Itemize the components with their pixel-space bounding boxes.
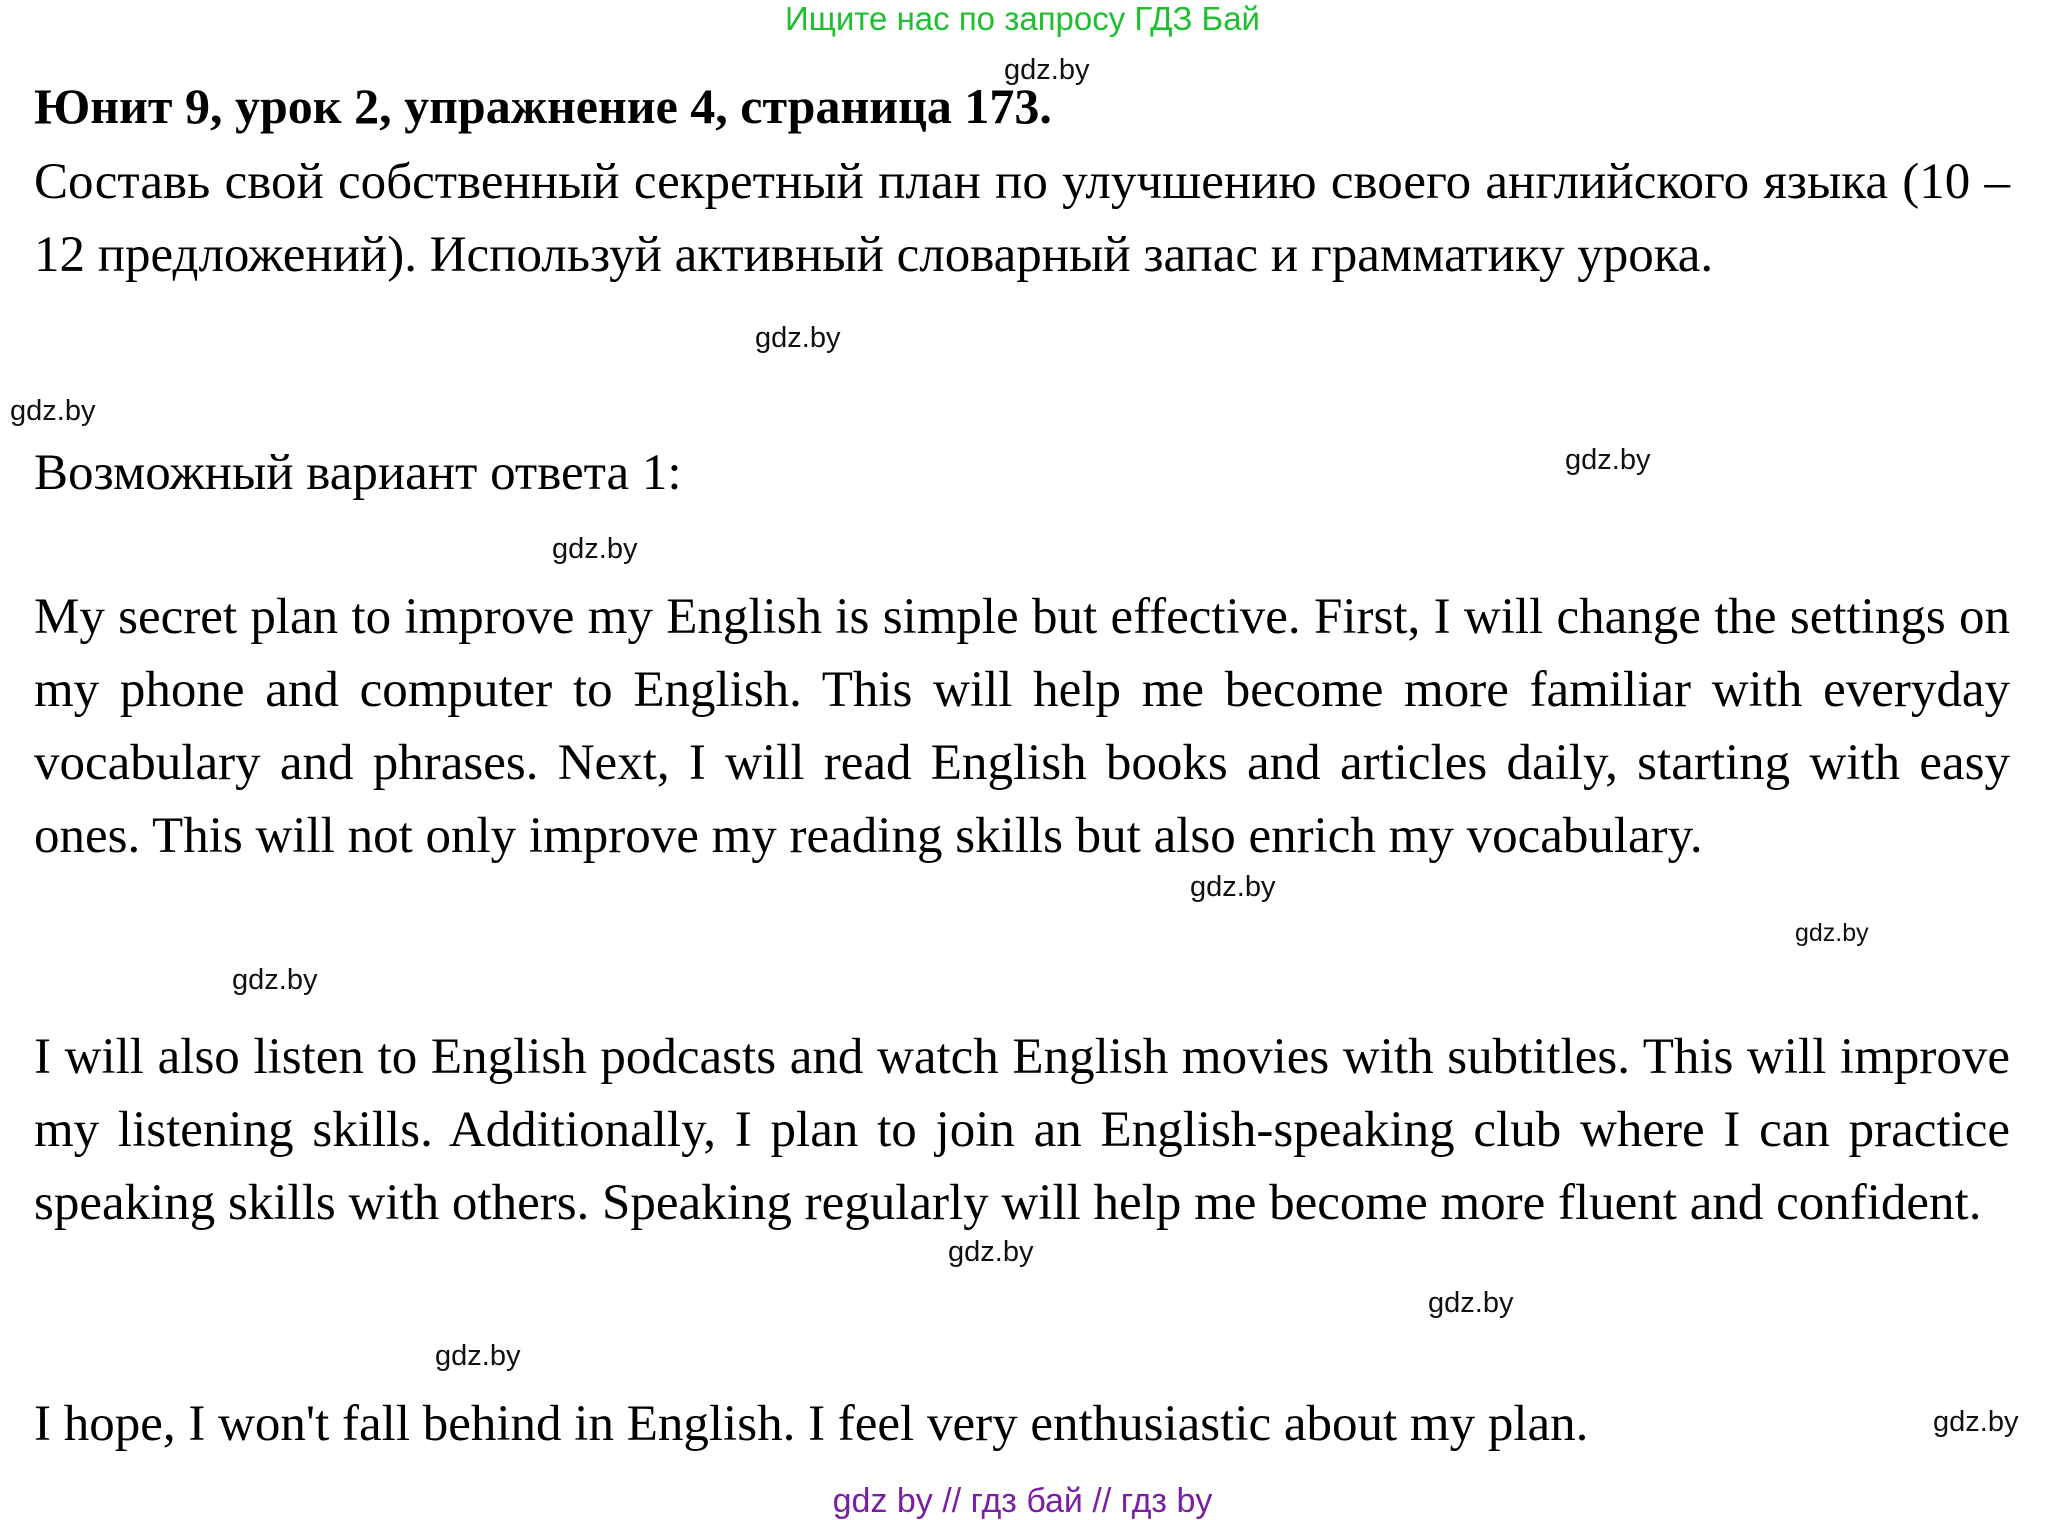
answer-paragraph-2: I will also listen to English podcasts and watch English movies with subtitles. This will improve my listening skills. Additionally, I plan to join an English-speaking club where I can practice speaking skills with others. Speaking regularly will help me become more fluent and confident. [34, 1029, 2010, 1231]
watermark: gdz.by [10, 395, 96, 427]
answer-paragraph-3: I hope, I won't fall behind in English. I feel very enthusiastic about my plan. [34, 1396, 1589, 1452]
watermark: gdz.by [1565, 444, 1651, 476]
answer-paragraph-1: My secret plan to improve my English is simple but effective. First, I will change the settings on my phone and computer to English. This will help me become more familiar with everyday vocabulary and phrases. Next, I will read English books and articles daily, starting with easy ones. This will not only improve my reading skills but also enrich my vocabulary. [34, 589, 2010, 864]
task-text: Составь свой собственный секретный план по улучшению своего английского языка (10 – 12 предложений). Используй активный словарный запас и грамматику урока. [34, 154, 2010, 283]
exercise-title: Юнит 9, урок 2, упражнение 4, страница 173. [34, 78, 1052, 134]
watermark: gdz.by [232, 964, 318, 996]
watermark: gdz.by [1795, 919, 1869, 947]
answer-variant-label: Возможный вариант ответа 1: [34, 445, 682, 501]
watermark: gdz.by [1428, 1287, 1514, 1319]
watermark: gdz.by [755, 322, 841, 354]
watermark: gdz.by [1004, 54, 1090, 86]
watermark: gdz.by [1933, 1406, 2019, 1438]
search-hint-banner: Ищите нас по запросу ГДЗ Бай [785, 0, 1260, 37]
site-footer: gdz by // гдз бай // гдз by [832, 1482, 1213, 1520]
watermark: gdz.by [948, 1236, 1034, 1268]
watermark: gdz.by [435, 1340, 521, 1372]
watermark: gdz.by [1190, 871, 1276, 903]
watermark: gdz.by [552, 533, 638, 565]
